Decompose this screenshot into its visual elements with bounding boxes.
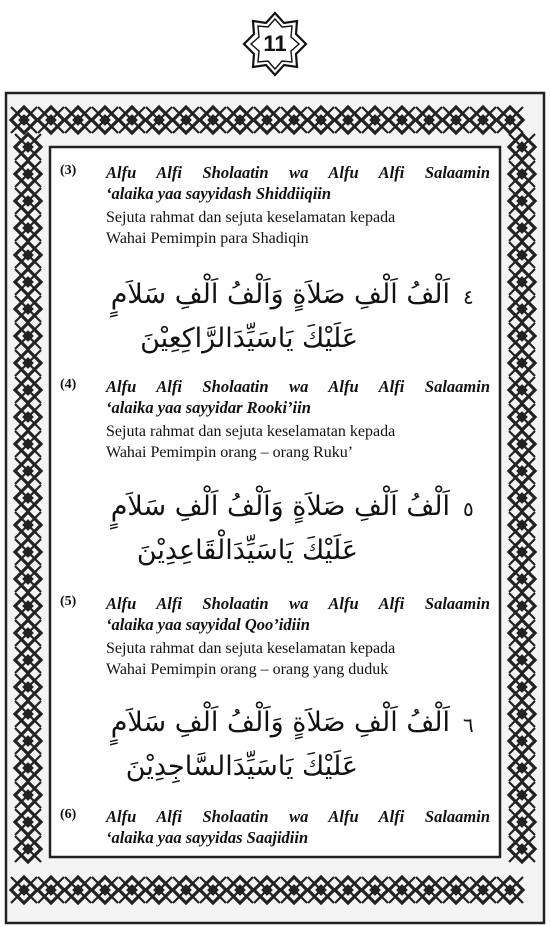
- latin-line: Alfu Alfi Sholaatin wa Alfu Alfi Salaamin: [106, 163, 490, 182]
- latin-line: ‘alaika yaa sayyidar Rooki’iin: [106, 398, 311, 417]
- entry-number: (6): [60, 807, 77, 822]
- translation-line: Wahai Pemimpin para Shadiqin: [106, 230, 309, 247]
- arabic-line: اَلْفُ اَلْفِ صَلاَةٍ وَاَلْفُ اَلْفِ سَلاَمٍ: [110, 279, 450, 310]
- arabic-line: عَلَيْكَ يَاسَيِّدَالسَّاجِدِيْنَ: [125, 751, 358, 782]
- latin-line: ‘alaika yaa sayyidash Shiddiiqiin: [106, 184, 332, 203]
- latin-line: Alfu Alfi Sholaatin wa Alfu Alfi Salaamin: [106, 377, 490, 396]
- entry-number: (3): [60, 163, 77, 178]
- latin-line: Alfu Alfi Sholaatin wa Alfu Alfi Salaamin: [106, 594, 490, 613]
- latin-line: ‘alaika yaa sayyidas Saajidiin: [106, 828, 309, 847]
- translation-line: Wahai Pemimpin orang – orang Ruku’: [106, 444, 354, 461]
- arabic-verse-number: ٦: [463, 713, 474, 737]
- latin-line: Alfu Alfi Sholaatin wa Alfu Alfi Salaamin: [106, 807, 490, 826]
- latin-line: ‘alaika yaa sayyidal Qoo’idiin: [106, 615, 310, 634]
- arabic-verse-number: ٤: [463, 285, 474, 309]
- content-area: [52, 149, 498, 855]
- entry-number: (4): [60, 377, 77, 392]
- arabic-line: عَلَيْكَ يَاسَيِّدَالرَّاكِعِيْنَ: [140, 323, 358, 354]
- translation-line: Sejuta rahmat dan sejuta keselamatan kepada: [106, 209, 396, 226]
- translation-line: Sejuta rahmat dan sejuta keselamatan kepada: [106, 640, 396, 657]
- translation-line: Sejuta rahmat dan sejuta keselamatan kepada: [106, 423, 396, 440]
- translation-line: Wahai Pemimpin orang – orang yang duduk: [106, 661, 389, 678]
- page-number: 11: [263, 31, 287, 56]
- arabic-verse-number: ٥: [463, 497, 474, 521]
- arabic-line: اَلْفُ اَلْفِ صَلاَةٍ وَاَلْفُ اَلْفِ سَلاَمٍ: [110, 491, 450, 522]
- entry-number: (5): [60, 594, 77, 609]
- arabic-line: عَلَيْكَ يَاسَيِّدَالْقَاعِدِيْنَ: [136, 535, 358, 566]
- arabic-line: اَلْفُ اَلْفِ صَلاَةٍ وَاَلْفُ اَلْفِ سَلاَمٍ: [110, 707, 450, 738]
